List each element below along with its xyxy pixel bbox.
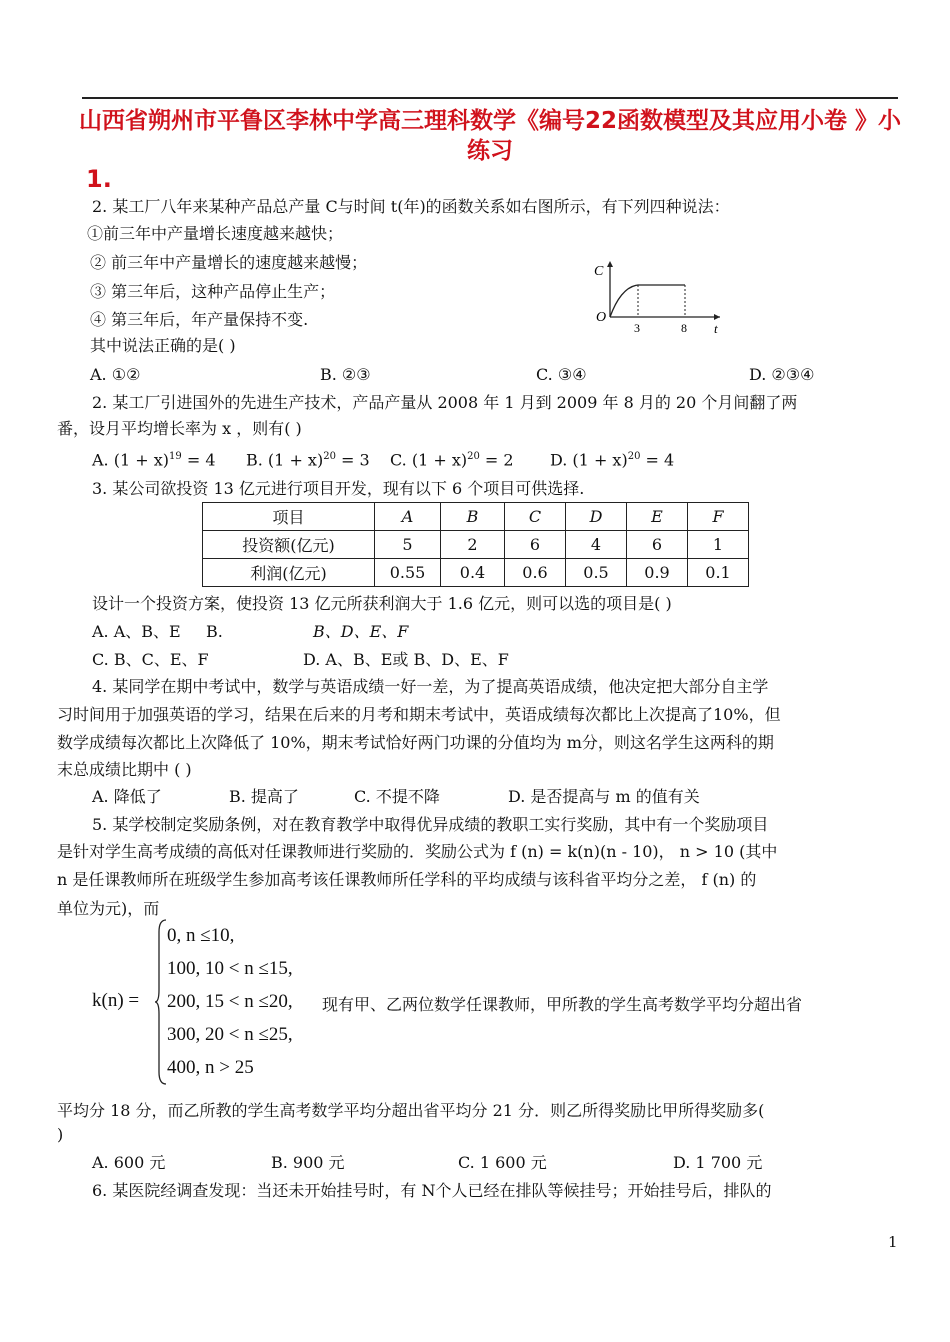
- table-header-row: [203, 503, 749, 531]
- table-cell: 0.9: [627, 559, 688, 587]
- piecewise-case-2: 100, 10 < n ≤15,: [167, 958, 293, 979]
- q5-line-6: ): [57, 1125, 64, 1144]
- q5-option-b: B. 900 元: [271, 1153, 345, 1172]
- q5-option-a: A. 600 元: [92, 1153, 166, 1172]
- table-cell: 0.55: [375, 559, 441, 587]
- project-table: [202, 502, 749, 587]
- q4-option-b: B. 提高了: [229, 787, 299, 806]
- graph-y-arrow: [607, 261, 613, 267]
- q1-option-d: D. ②③④: [749, 365, 815, 384]
- q4-line-4: 末总成绩比期中 ( ): [57, 760, 192, 779]
- table-cell: C: [505, 503, 566, 531]
- header-rule: [82, 97, 898, 99]
- table-cell: 利润(亿元): [203, 559, 375, 587]
- q5-option-c: C. 1 600 元: [458, 1153, 547, 1172]
- table-cell: F: [688, 503, 749, 531]
- production-graph: [583, 255, 728, 335]
- q4-line-2: 习时间用于加强英语的学习，结果在后来的月考和期末考试中，英语成绩每次都比上次提高了10%，但: [57, 705, 781, 724]
- table-cell: E: [627, 503, 688, 531]
- q3-question: 设计一个投资方案，使投资 13 亿元所获利润大于 1.6 亿元，则可以选的项目是( ): [92, 594, 672, 613]
- table-row-investment: [203, 531, 749, 559]
- graph-x-arrow: [714, 314, 720, 320]
- q3-option-c: C. B、C、E、F: [92, 650, 209, 669]
- q1-statement-4: ④ 第三年后，年产量保持不变.: [90, 310, 309, 329]
- q5-line-5: 平均分 18 分，而乙所教的学生高考数学平均分超出省平均分 21 分．则乙所得奖励比甲所得奖励多(: [57, 1101, 765, 1120]
- q1-option-b: B. ②③: [320, 365, 371, 384]
- q3-option-d: D. A、B、E或 B、D、E、F: [303, 650, 509, 669]
- piecewise-case-1: 0, n ≤10,: [167, 925, 235, 946]
- q5-line-2: 是针对学生高考成绩的高低对任课教师进行奖励的．奖励公式为 f (n) = k(n)(n - 10)， n > 10 (其中: [57, 842, 778, 861]
- q2-option-d: D. $(1 + x)^{20} = 4$: [550, 450, 675, 470]
- q1-option-a: A. ①②: [90, 365, 141, 384]
- table-cell: 0.5: [566, 559, 627, 587]
- table-row-profit: [203, 559, 749, 587]
- table-cell: 0.4: [441, 559, 505, 587]
- table-cell: 4: [566, 531, 627, 559]
- graph-tick-3: 3: [634, 321, 640, 335]
- table-cell: B: [441, 503, 505, 531]
- q5-option-d: D. 1 700 元: [673, 1153, 763, 1172]
- q3-option-b-label: B.: [206, 622, 223, 641]
- table-cell: A: [375, 503, 441, 531]
- table-cell: 6: [627, 531, 688, 559]
- page-number: 1: [888, 1233, 898, 1251]
- table-cell: 0.1: [688, 559, 749, 587]
- piecewise-brace: [155, 918, 167, 1086]
- q4-line-3: 数学成绩每次都比上次降低了 10%，期末考试恰好两门功课的分值均为 m分，则这名学生这两科的期: [57, 733, 774, 752]
- graph-curve: [610, 285, 685, 317]
- q1-statement-3: ③ 第三年后，这种产品停止生产；: [90, 282, 336, 301]
- document-title: 山西省朔州市平鲁区李林中学高三理科数学《编号22函数模型及其应用小卷 》小练习: [78, 108, 901, 164]
- table-cell: 投资额(亿元): [203, 531, 375, 559]
- q1-option-c: C. ③④: [536, 365, 587, 384]
- piecewise-case-3: 200, 15 < n ≤20,: [167, 991, 293, 1012]
- table-cell: 1: [688, 531, 749, 559]
- table-cell: 项目: [203, 503, 375, 531]
- graph-tick-8: 8: [681, 321, 687, 335]
- piecewise-case-5: 400, n > 25: [167, 1057, 254, 1078]
- q1-statement-1: ①前三年中产量增长速度越来越快；: [87, 224, 344, 243]
- table-cell: 6: [505, 531, 566, 559]
- q3-option-b: B、D、E、F: [313, 622, 409, 641]
- q6-line-1: 6. 某医院经调查发现：当还未开始挂号时，有 N个人已经在排队等候挂号；开始挂号后，排队的: [92, 1181, 772, 1200]
- table-cell: 0.6: [505, 559, 566, 587]
- q2-line-1: 2. 某工厂引进国外的先进生产技术，产品产量从 2008 年 1 月到 2009 年 8 月的 20 个月间翻了两: [92, 393, 798, 412]
- graph-y-label: C: [594, 264, 604, 279]
- q5-line-4: 单位为元)，而: [57, 899, 160, 918]
- table-cell: D: [566, 503, 627, 531]
- q1-statement-2: ② 前三年中产量增长的速度越来越慢；: [90, 253, 368, 272]
- piecewise-case-4: 300, 20 < n ≤25,: [167, 1024, 293, 1045]
- q2-option-c: C. $(1 + x)^{20} = 2$: [390, 450, 514, 470]
- q1-question: 其中说法正确的是( ): [90, 336, 236, 355]
- section-number: 1.: [86, 165, 112, 193]
- q3-stem: 3. 某公司欲投资 13 亿元进行项目开发，现有以下 6 个项目可供选择.: [92, 479, 585, 498]
- k-function-label: k(n) =: [92, 990, 140, 1011]
- q4-line-1: 4. 某同学在期中考试中，数学与英语成绩一好一差，为了提高英语成绩，他决定把大部分自主学: [92, 677, 769, 696]
- q4-option-a: A. 降低了: [92, 787, 162, 806]
- table-cell: 5: [375, 531, 441, 559]
- q2-line-2: 番，设月平均增长率为 x ，则有( ): [57, 419, 302, 438]
- q4-option-c: C. 不提不降: [354, 787, 440, 806]
- graph-origin: O: [596, 310, 607, 325]
- graph-x-label: t: [714, 321, 718, 335]
- q5-line-3: n 是任课教师所在班级学生参加高考该任课教师所任学科的平均成绩与该科省平均分之差， f (n) 的: [57, 870, 757, 889]
- q4-option-d: D. 是否提高与 m 的值有关: [508, 787, 700, 806]
- q5-line-1: 5. 某学校制定奖励条例，对在教育教学中取得优异成绩的教职工实行奖励，其中有一个奖励项目: [92, 815, 769, 834]
- table-cell: 2: [441, 531, 505, 559]
- q2-option-b: B. $(1 + x)^{20} = 3$: [246, 450, 370, 470]
- q2-option-a: A. $(1 + x)^{19} = 4$: [92, 450, 216, 470]
- q1-stem: 2. 某工厂八年来某种产品总产量 C与时间 t(年)的函数关系如右图所示，有下列四种说法：: [92, 197, 730, 216]
- q5-case3-tail: 现有甲、乙两位数学任课教师，甲所教的学生高考数学平均分超出省: [322, 995, 803, 1014]
- q3-option-a: A. A、B、E: [92, 622, 181, 641]
